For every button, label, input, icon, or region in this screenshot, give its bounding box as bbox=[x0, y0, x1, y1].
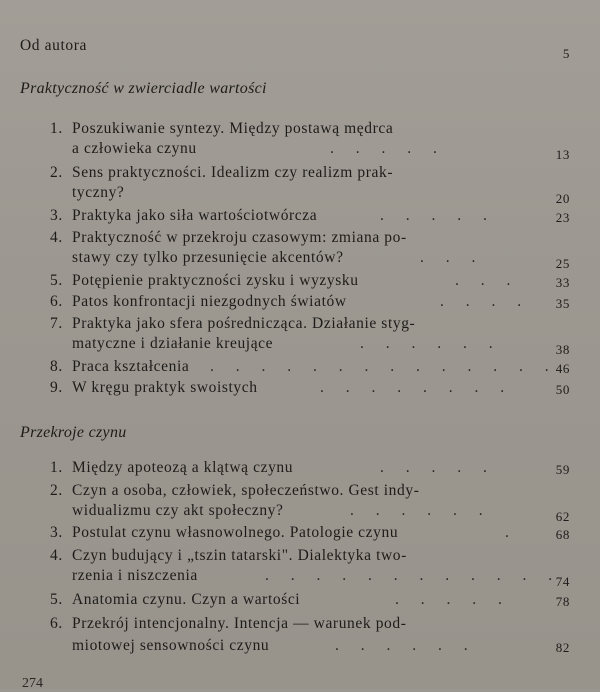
leader-dots: . . . . . . . . . . . . bbox=[265, 567, 562, 584]
intro-label: Od autora bbox=[20, 37, 87, 54]
entry-text: Patos konfrontacji niezgodnych światów bbox=[72, 293, 347, 310]
entry-page: 33 bbox=[555, 275, 570, 290]
entry-page: 82 bbox=[555, 640, 570, 655]
entry-page: 35 bbox=[555, 296, 570, 311]
entry-page: 78 bbox=[555, 594, 570, 609]
entry-text: miotowej sensowności czynu bbox=[72, 637, 270, 654]
page-number: 274 bbox=[22, 676, 43, 691]
entry-text: Sens praktyczności. Idealizm czy realizm prak- bbox=[72, 164, 394, 181]
entry-number: 6. bbox=[50, 293, 63, 310]
entry-page: 25 bbox=[555, 256, 570, 271]
entry-page: 13 bbox=[555, 147, 570, 162]
entry-text: Postulat czynu własnowolnego. Patologie czynu bbox=[72, 524, 399, 541]
entry-number: 9. bbox=[50, 379, 63, 396]
entry-text: rzenia i niszczenia bbox=[72, 567, 198, 584]
entry-number: 3. bbox=[50, 524, 63, 541]
entry-text: Praktyka jako siła wartościotwórcza bbox=[72, 207, 318, 224]
entry-number: 4. bbox=[50, 547, 63, 564]
entry-page: 68 bbox=[555, 527, 570, 542]
entry-text: Praktyka jako sfera pośrednicząca. Działanie styg- bbox=[72, 315, 416, 332]
leader-dots: . . . . . . . . bbox=[320, 379, 514, 396]
entry-page: 38 bbox=[555, 342, 570, 357]
leader-dots: . . . . . bbox=[330, 140, 446, 157]
entry-page: 20 bbox=[555, 191, 570, 206]
intro-page: 5 bbox=[562, 46, 570, 61]
entry-page: 74 bbox=[555, 574, 570, 589]
entry-page: 62 bbox=[555, 509, 570, 524]
leader-dots: . . . . . . . . . . . . . . bbox=[210, 358, 558, 375]
entry-text: W kręgu praktyk swoistych bbox=[72, 379, 258, 396]
leader-dots: . . . . . . bbox=[335, 637, 477, 654]
entry-text: tyczny? bbox=[72, 184, 125, 201]
entry-page: 59 bbox=[555, 462, 570, 477]
entry-number: 1. bbox=[50, 459, 63, 476]
entry-number: 8. bbox=[50, 358, 63, 375]
leader-dots: . . . . . bbox=[380, 459, 496, 476]
leader-dots: . . . . . . bbox=[360, 335, 502, 352]
entry-text: a człowieka czynu bbox=[72, 140, 197, 157]
entry-number: 7. bbox=[50, 315, 63, 332]
section-title: Przekroje czynu bbox=[20, 424, 127, 441]
entry-text: Praktyczność w przekroju czasowym: zmiana po- bbox=[72, 229, 407, 246]
entry-text: Potępienie praktyczności zysku i wyzysku bbox=[72, 272, 359, 289]
entry-number: 2. bbox=[50, 482, 63, 499]
section-title: Praktyczność w zwierciadle wartości bbox=[20, 80, 267, 97]
entry-text: Czyn budujący i „tszin tatarski". Dialektyka two- bbox=[72, 547, 407, 564]
entry-number: 2. bbox=[50, 164, 63, 181]
leader-dots: . . . bbox=[420, 249, 485, 266]
entry-number: 3. bbox=[50, 207, 63, 224]
entry-number: 4. bbox=[50, 229, 63, 246]
leader-dots: . . . . bbox=[440, 293, 531, 310]
entry-text: matyczne i działanie kreujące bbox=[72, 335, 274, 352]
entry-number: 6. bbox=[50, 615, 63, 632]
entry-text: stawy czy tylko przesunięcie akcentów? bbox=[72, 249, 344, 266]
entry-page: 23 bbox=[555, 210, 570, 225]
entry-text: widualizmu czy akt społeczny? bbox=[72, 502, 284, 519]
entry-text: Między apoteozą a klątwą czynu bbox=[72, 459, 294, 476]
entry-number: 5. bbox=[50, 272, 63, 289]
leader-dots: . . . . . bbox=[380, 207, 496, 224]
entry-text: Przekrój intencjonalny. Intencja — warunek pod- bbox=[72, 615, 407, 632]
leader-dots: . . . . . . bbox=[350, 502, 492, 519]
entry-number: 1. bbox=[50, 120, 63, 137]
entry-text: Praca kształcenia bbox=[72, 358, 190, 375]
entry-page: 50 bbox=[555, 382, 570, 397]
entry-text: Anatomia czynu. Czyn a wartości bbox=[72, 591, 301, 608]
entry-number: 5. bbox=[50, 591, 63, 608]
leader-dots: . bbox=[505, 524, 518, 541]
leader-dots: . . . . . bbox=[395, 591, 511, 608]
leader-dots: . . . bbox=[455, 272, 520, 289]
entry-text: Poszukiwanie syntezy. Między postawą mędrca bbox=[72, 120, 394, 137]
entry-page: 46 bbox=[555, 361, 570, 376]
entry-text: Czyn a osoba, człowiek, społeczeństwo. Gest indy- bbox=[72, 482, 420, 499]
